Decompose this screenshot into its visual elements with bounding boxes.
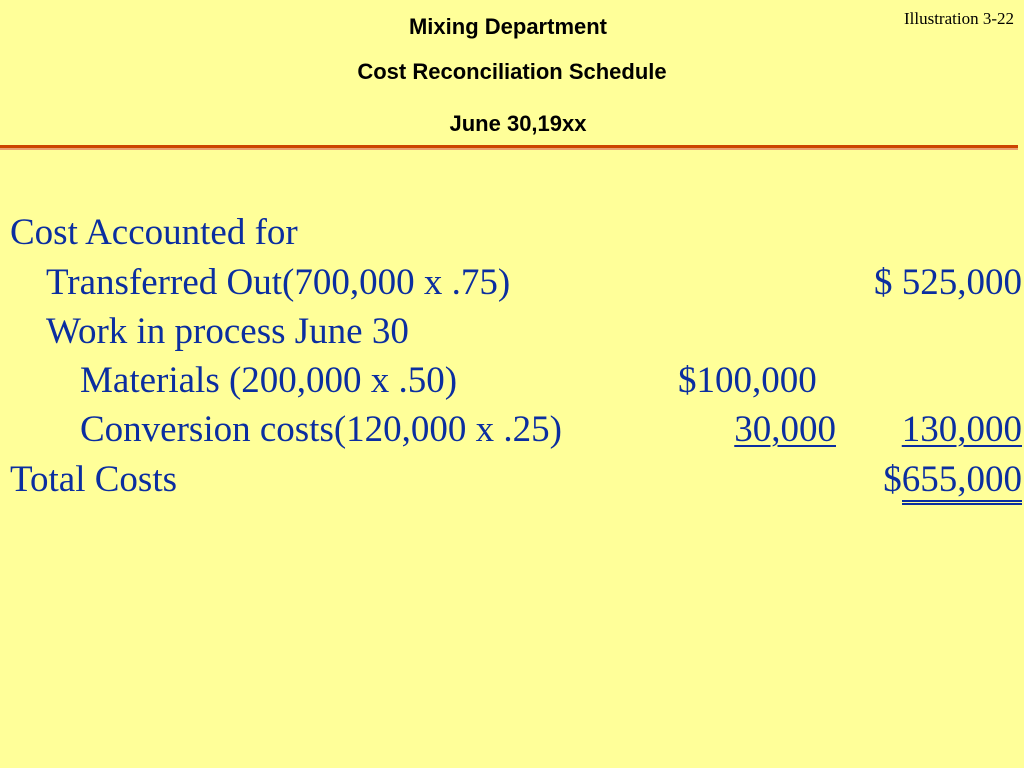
work-in-process-label: Work in process June 30 xyxy=(46,311,409,352)
total-costs-value xyxy=(883,461,1022,505)
conversion-costs-label: Conversion costs(120,000 x .25) xyxy=(80,409,562,450)
schedule-title: Cost Reconciliation Schedule xyxy=(357,59,667,84)
transferred-out-amount: $ 525,000 xyxy=(874,262,1022,303)
total-costs-label: Total Costs xyxy=(10,459,178,500)
illustration-number: Illustration 3-22 xyxy=(903,9,1014,28)
department-title: Mixing Department xyxy=(408,14,608,39)
conversion-costs-amount: 30,000 xyxy=(734,409,836,450)
cost-accounted-heading: Cost Accounted for xyxy=(10,212,298,253)
materials-amount: $100,000 xyxy=(678,360,817,401)
header-divider xyxy=(0,145,1018,150)
schedule-date: June 30,19xx xyxy=(449,111,587,136)
work-in-process-total: 130,000 xyxy=(901,409,1022,450)
total-costs-amount: 655,000 xyxy=(902,461,1022,505)
transferred-out-label: Transferred Out(700,000 x .75) xyxy=(46,262,511,303)
total-costs-currency: $ xyxy=(883,459,902,500)
materials-label: Materials (200,000 x .50) xyxy=(80,360,458,401)
